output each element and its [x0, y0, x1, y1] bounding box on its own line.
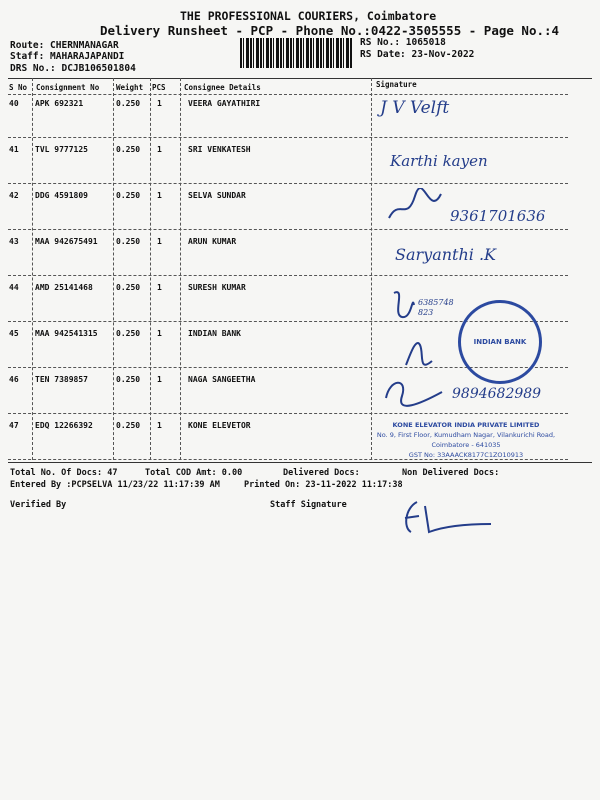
row-divider: [8, 137, 568, 138]
row-divider: [8, 183, 568, 184]
cell-consignment: EDQ 12266392: [35, 421, 93, 430]
signature-scribble-row-46: [380, 374, 450, 412]
col-header-sno: S No: [9, 83, 28, 92]
barcode: [240, 38, 352, 68]
col-divider: [371, 78, 372, 460]
bank-stamp: INDIAN BANK: [458, 300, 542, 384]
cell-consignee: KONE ELEVETOR: [188, 421, 251, 430]
staff: Staff: MAHARAJAPANDI: [10, 51, 125, 62]
cell-weight: 0.250: [116, 329, 141, 338]
cell-consignee: SELVA SUNDAR: [188, 191, 246, 200]
cell-pcs: 1: [157, 191, 162, 200]
cell-consignee: SURESH KUMAR: [188, 283, 246, 292]
cell-consignee: VEERA GAYATHIRI: [188, 99, 261, 108]
cell-pcs: 1: [157, 283, 162, 292]
kone-stamp-address: No. 9, First Floor, Kumudham Nagar, Vilankurichi Road, Coimbatore - 641035: [376, 431, 556, 449]
col-divider: [32, 78, 33, 460]
cell-consignee: INDIAN BANK: [188, 329, 241, 338]
rs-number: RS No.: 1065018: [360, 37, 446, 48]
col-header-consignee: Consignee Details: [184, 83, 261, 92]
cell-sno: 47: [9, 421, 19, 430]
cell-pcs: 1: [157, 145, 162, 154]
col-header-signature: Signature: [376, 80, 417, 89]
cell-consignment: AMD 25141468: [35, 283, 93, 292]
non-delivered-docs: Non Delivered Docs:: [402, 468, 500, 478]
cell-pcs: 1: [157, 99, 162, 108]
table-header-divider: [8, 94, 568, 95]
row-divider: [8, 275, 568, 276]
drs-number: DRS No.: DCJB106501804: [10, 63, 136, 74]
signature-row-43: Saryanthi .K: [395, 245, 497, 264]
cell-weight: 0.250: [116, 375, 141, 384]
cell-sno: 44: [9, 283, 19, 292]
cell-sno: 43: [9, 237, 19, 246]
cell-weight: 0.250: [116, 191, 141, 200]
rs-date: RS Date: 23-Nov-2022: [360, 49, 475, 60]
cell-consignment: DDG 4591809: [35, 191, 88, 200]
cell-sno: 45: [9, 329, 19, 338]
cell-consignee: ARUN KUMAR: [188, 237, 237, 246]
col-header-pcs: PCS: [152, 83, 166, 92]
runsheet-subtitle: Delivery Runsheet - PCP - Phone No.:0422-3505555 - Page No.:4: [100, 23, 560, 38]
kone-stamp-gst: GST No: 33AAACK8177C1ZO10913: [408, 451, 524, 459]
route: Route: CHERNMANAGAR: [10, 40, 119, 51]
entered-by: Entered By :PCPSELVA 11/23/22 11:17:39 AM: [10, 480, 220, 490]
cell-weight: 0.250: [116, 237, 141, 246]
cell-pcs: 1: [157, 237, 162, 246]
cell-weight: 0.250: [116, 99, 141, 108]
verified-by-label: Verified By: [10, 500, 67, 510]
total-cod-amount: Total COD Amt: 0.00: [145, 468, 243, 478]
cell-consignment: APK 692321: [35, 99, 84, 108]
cell-consignee: SRI VENKATESH: [188, 145, 251, 154]
cell-weight: 0.250: [116, 145, 141, 154]
col-header-consignment: Consignment No: [36, 83, 100, 92]
kone-stamp: [376, 420, 556, 460]
col-divider: [180, 78, 181, 460]
company-title: THE PROFESSIONAL COURIERS, Coimbatore: [180, 9, 437, 23]
col-divider: [113, 78, 114, 460]
cell-sno: 40: [9, 99, 19, 108]
cell-consignment: TVL 9777125: [35, 145, 88, 154]
note-row-44: 6385748 823: [418, 298, 454, 317]
cell-weight: 0.250: [116, 283, 141, 292]
kone-stamp-name: KONE ELEVATOR INDIA PRIVATE LIMITED: [392, 421, 540, 429]
signature-row-41: Karthi kayen: [390, 152, 488, 170]
cell-consignment: MAA 942541315: [35, 329, 98, 338]
phone-row-42: 9361701636: [450, 207, 546, 225]
signature-scribble-row-42: [385, 188, 445, 224]
delivered-docs: Delivered Docs:: [283, 468, 360, 478]
cell-sno: 46: [9, 375, 19, 384]
cell-pcs: 1: [157, 421, 162, 430]
staff-signature-label: Staff Signature: [270, 500, 347, 510]
signature-scribble-row-44: [388, 285, 418, 321]
printed-on: Printed On: 23-11-2022 11:17:38: [244, 480, 403, 490]
row-divider: [8, 229, 568, 230]
cell-consignment: TEN 7389857: [35, 375, 88, 384]
cell-consignment: MAA 942675491: [35, 237, 98, 246]
phone-row-46: 9894682989: [452, 386, 542, 402]
cell-pcs: 1: [157, 375, 162, 384]
table-top-border: [8, 78, 592, 79]
footer-top-border: [8, 462, 592, 463]
signature-row-40: J V Velft: [380, 98, 450, 118]
col-header-weight: Weight: [116, 83, 144, 92]
staff-signature-scribble: [395, 498, 495, 538]
cell-consignee: NAGA SANGEETHA: [188, 375, 256, 384]
col-divider: [150, 78, 151, 460]
row-divider: [8, 413, 568, 414]
total-docs: Total No. Of Docs: 47: [10, 468, 118, 478]
cell-sno: 41: [9, 145, 19, 154]
cell-sno: 42: [9, 191, 19, 200]
cell-pcs: 1: [157, 329, 162, 338]
signature-scribble-row-45: [398, 335, 438, 377]
cell-weight: 0.250: [116, 421, 141, 430]
